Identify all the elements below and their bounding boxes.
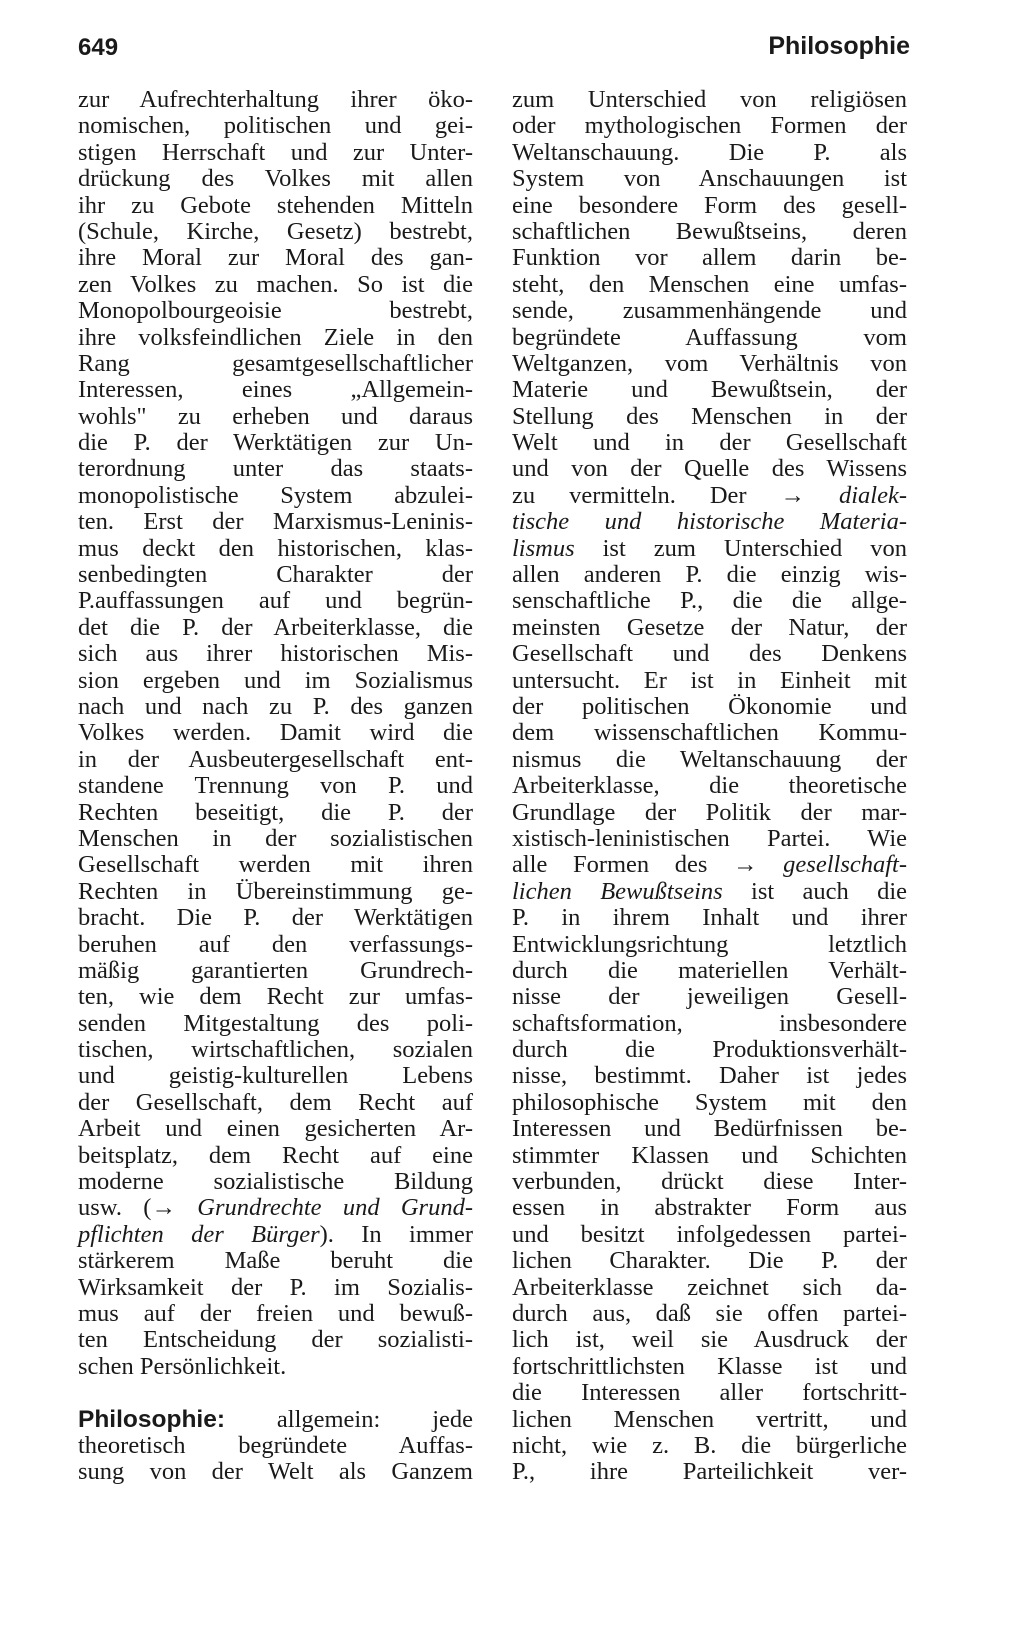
text-line: Wirksamkeit der P. im Sozialis-: [78, 1273, 473, 1301]
text-line: senschaftliche P., die die allge-: [512, 587, 907, 615]
text-line: Gesellschaft und des Denkens: [512, 640, 907, 668]
text-line: fortschrittlichsten Klasse ist und: [512, 1352, 907, 1380]
text-line: ten, wie dem Recht zur umfas-: [78, 983, 473, 1011]
text-line: nisse der jeweiligen Gesell-: [512, 983, 907, 1011]
text-line: schen Persönlichkeit.: [78, 1352, 287, 1380]
text-line: Rechten in Übereinstimmung ge-: [78, 877, 473, 905]
cross-reference: gesellschaft-: [783, 851, 907, 879]
text-line: Funktion vor allem darin be-: [512, 244, 907, 272]
text-line: stärkerem Maße beruht die: [78, 1247, 473, 1275]
text-line: P., ihre Parteilichkeit ver-: [512, 1458, 907, 1486]
text-line: Materie und Bewußtsein, der: [512, 376, 907, 404]
text-line: begründete Auffassung vom: [512, 323, 907, 351]
text-line: moderne sozialistische Bildung: [78, 1168, 473, 1196]
text-line: die Interessen aller fortschritt-: [512, 1379, 907, 1407]
text-line: lichen Menschen vertritt, und: [512, 1405, 907, 1433]
text-line: der Gesellschaft, dem Recht auf: [78, 1088, 473, 1116]
text-line: Interessen und Bedürfnissen be-: [512, 1115, 907, 1143]
text-line: ihr zu Gebote stehenden Mitteln: [78, 191, 473, 219]
text-line: stigen Herrschaft und zur Unter-: [78, 138, 473, 166]
text-line: nicht, wie z. B. die bürgerliche: [512, 1431, 907, 1459]
text-line: bracht. Die P. der Werktätigen: [78, 904, 473, 932]
paragraph-gap: [78, 1380, 473, 1406]
text-line: monopolistische System abzulei-: [78, 481, 473, 509]
left-column: [78, 87, 473, 1486]
text-line: durch die materiellen Verhält-: [512, 956, 907, 984]
text-line: steht, den Menschen eine umfas-: [512, 270, 907, 298]
text-line: schaftlichen Bewußtseins, deren: [512, 217, 907, 245]
text-line: sende, zusammenhängende und: [512, 297, 907, 325]
text-line: Rechten beseitigt, die P. der: [78, 798, 473, 826]
text-line: xistisch-leninistischen Partei. Wie: [512, 824, 907, 852]
text-line: zum Unterschied von religiösen: [512, 86, 907, 113]
text-run: usw. (: [78, 1194, 152, 1222]
text-line: [512, 536, 907, 562]
text-line: lich ist, weil sie Ausdruck der: [512, 1326, 907, 1354]
text-run: allgemein: jede: [225, 1405, 473, 1433]
text-line: terordnung unter das staats-: [78, 455, 473, 483]
text-line: standene Trennung von P. und: [78, 772, 473, 800]
text-line: sion ergeben und im Sozialismus: [78, 666, 473, 694]
cross-reference: lismus: [512, 534, 575, 562]
text-line: der politischen Ökonomie und: [512, 692, 907, 720]
text-line: zen Volkes zu machen. So ist die: [78, 270, 473, 298]
text-line: und geistig-kulturellen Lebens: [78, 1062, 473, 1090]
text-line: P.auffassungen auf und begrün-: [78, 587, 473, 615]
text-line: und von der Quelle des Wissens: [512, 455, 907, 483]
text-line: in der Ausbeutergesellschaft ent-: [78, 745, 473, 773]
text-line: [512, 509, 907, 535]
page-number: 649: [78, 34, 119, 61]
text-line: Entwicklungsrichtung letztlich: [512, 930, 907, 958]
cross-reference: pflichten der Bürger: [78, 1220, 320, 1248]
text-line: (Schule, Kirche, Gesetz) bestrebt,: [78, 217, 473, 245]
entry-term: Philosophie:: [78, 1405, 225, 1433]
text-line: beruhen auf den verfassungs-: [78, 930, 473, 958]
text-line: [78, 1195, 473, 1221]
text-line: lichen Charakter. Die P. der: [512, 1247, 907, 1275]
text-line: eine besondere Form des gesell-: [512, 191, 907, 219]
text-line: Weltanschauung. Die P. als: [512, 138, 907, 166]
text-line: P. in ihrem Inhalt und ihrer: [512, 904, 907, 932]
text-line: durch aus, daß sie offen partei-: [512, 1299, 907, 1327]
text-line: nomischen, politischen und gei-: [78, 112, 473, 140]
text-line: Gesellschaft werden mit ihren: [78, 851, 473, 879]
text-line: schaftsformation, insbesondere: [512, 1009, 907, 1037]
text-line: sung von der Welt als Ganzem: [78, 1458, 473, 1486]
text-line: Welt und in der Gesellschaft: [512, 429, 907, 457]
text-line: Arbeiterklasse zeichnet sich da-: [512, 1273, 907, 1301]
text-line: nisse, bestimmt. Daher ist jedes: [512, 1062, 907, 1090]
cross-reference: dialek-: [838, 481, 907, 509]
text-line: Arbeit und einen gesicherten Ar-: [78, 1115, 473, 1143]
text-line: Volkes werden. Damit wird die: [78, 719, 473, 747]
text-line: und besitzt infolgedessen partei-: [512, 1220, 907, 1248]
text-line: Weltganzen, vom Verhältnis von: [512, 349, 907, 377]
text-line: ten. Erst der Marxismus-Leninis-: [78, 508, 473, 536]
text-line: tischen, wirtschaftlichen, sozialen: [78, 1036, 473, 1064]
text-line: sich aus ihrer historischen Mis-: [78, 640, 473, 668]
text-run: ist auch die: [722, 877, 907, 905]
text-line: senbedingten Charakter der: [78, 561, 473, 589]
text-run: alle Formen des →: [512, 851, 784, 879]
text-line: nismus die Weltanschauung der: [512, 745, 907, 773]
text-line: Interessen, eines „Allgemein-: [78, 376, 473, 404]
text-line: Monopolbourgeoisie bestrebt,: [78, 297, 473, 325]
text-line: [512, 879, 907, 905]
text-line: philosophische System mit den: [512, 1088, 907, 1116]
text-line: System von Anschauungen ist: [512, 165, 907, 193]
text-line: verbunden, drückt diese Inter-: [512, 1168, 907, 1196]
text-line: oder mythologischen Formen der: [512, 112, 907, 140]
cross-reference: lichen Bewußtseins: [512, 877, 723, 905]
text-line: [78, 1407, 473, 1433]
text-line: mäßig garantierten Grundrech-: [78, 956, 473, 984]
text-line: mus auf der freien und bewuß-: [78, 1299, 473, 1327]
text-line: det die P. der Arbeiterklasse, die: [78, 613, 473, 641]
text-line: zur Aufrechterhaltung ihrer öko-: [78, 86, 473, 113]
text-line: stimmter Klassen und Schichten: [512, 1141, 907, 1169]
cross-reference: → Grundrechte und Grund-: [151, 1194, 474, 1222]
text-line: ten Entscheidung der sozialisti-: [78, 1326, 473, 1354]
text-run: ). In immer: [319, 1220, 473, 1248]
text-line: meinsten Gesetze der Natur, der: [512, 613, 907, 641]
text-line: mus deckt den historischen, klas-: [78, 534, 473, 562]
text-line: dem wissenschaftlichen Kommu-: [512, 719, 907, 747]
text-line: theoretisch begründete Auffas-: [78, 1431, 473, 1459]
text-line: beitsplatz, dem Recht auf eine: [78, 1141, 473, 1169]
right-column: [512, 87, 907, 1486]
text-line: [512, 483, 907, 509]
text-line: drückung des Volkes mit allen: [78, 165, 473, 193]
cross-reference: tische und historische Materia-: [512, 508, 907, 536]
text-line: [512, 852, 907, 878]
text-line: durch die Produktionsverhält-: [512, 1036, 907, 1064]
text-line: essen in abstrakter Form aus: [512, 1194, 907, 1222]
text-line: Menschen in der sozialistischen: [78, 824, 473, 852]
text-line: [78, 1222, 473, 1248]
text-run: ist zum Unterschied von: [574, 534, 907, 562]
text-line: ihre Moral zur Moral des gan-: [78, 244, 473, 272]
text-line: ihre volksfeindlichen Ziele in den: [78, 323, 473, 351]
text-line: senden Mitgestaltung des poli-: [78, 1009, 473, 1037]
text-line: Arbeiterklasse, die theoretische: [512, 772, 907, 800]
text-line: Grundlage der Politik der mar-: [512, 798, 907, 826]
text-line: nach und nach zu P. des ganzen: [78, 692, 473, 720]
text-line: wohls" zu erheben und daraus: [78, 402, 473, 430]
text-line: Rang gesamtgesellschaftlicher: [78, 349, 473, 377]
text-line: Stellung des Menschen in der: [512, 402, 907, 430]
text-run: zu vermitteln. Der →: [512, 481, 839, 509]
text-line: allen anderen P. die einzig wis-: [512, 561, 907, 589]
text-line: untersucht. Er ist in Einheit mit: [512, 666, 907, 694]
running-head: Philosophie: [768, 32, 910, 60]
text-line: die P. der Werktätigen zur Un-: [78, 429, 473, 457]
